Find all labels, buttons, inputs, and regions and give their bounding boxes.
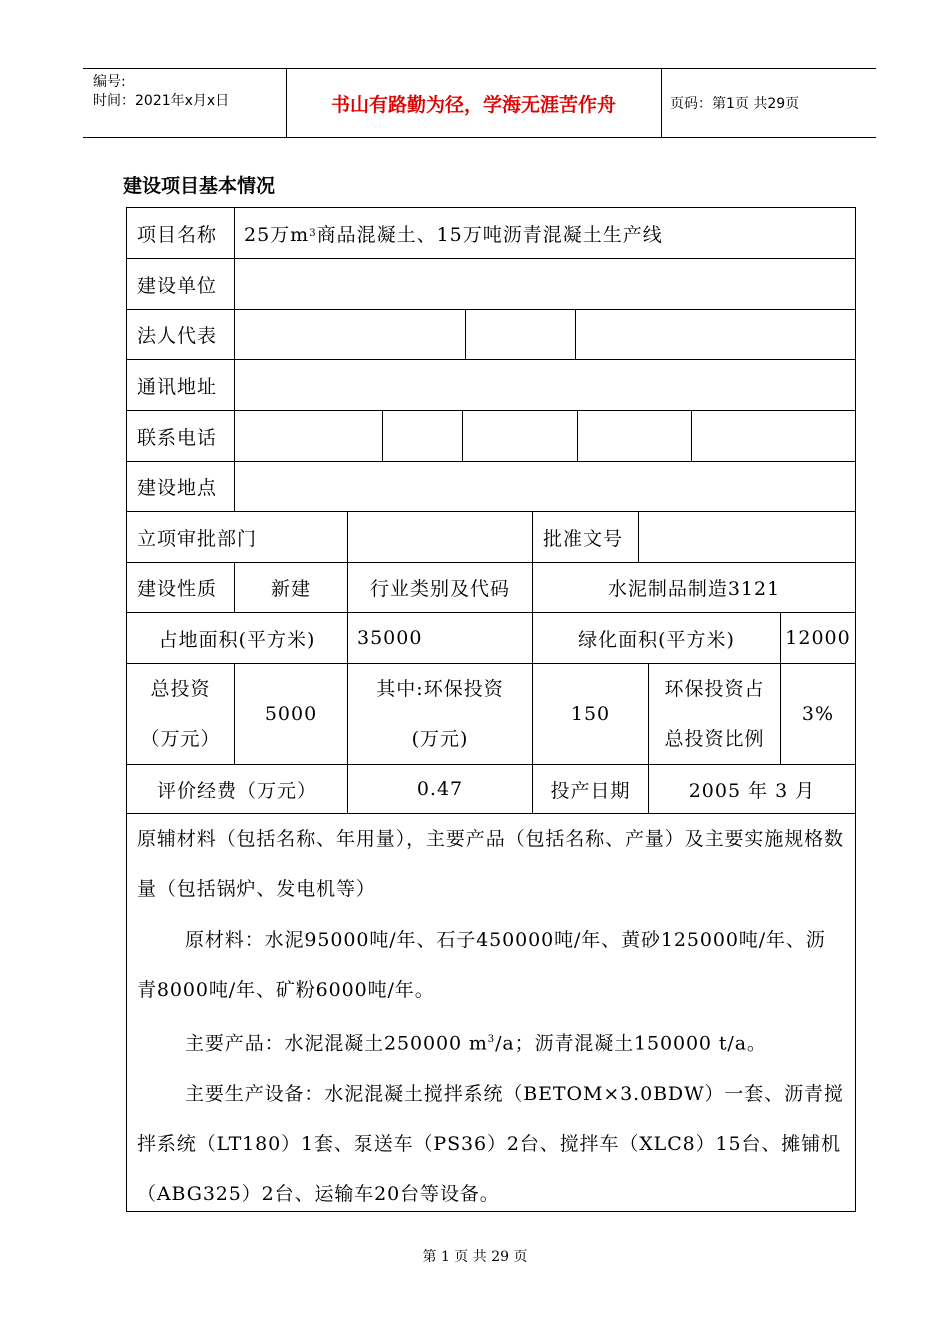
unit-label: 建设单位 (127, 259, 235, 310)
total-invest-label (127, 664, 235, 765)
phone-cell[interactable] (383, 411, 463, 462)
phone-cell[interactable] (463, 411, 578, 462)
env-ratio-label (649, 664, 781, 765)
legal-rep-cell[interactable] (466, 310, 576, 360)
description-heading: 原辅材料（包括名称、年用量），主要产品（包括名称、产量）及主要实施规格数量（包括锅炉、发电机等） (137, 828, 844, 901)
products-sup: 3 (487, 1034, 496, 1046)
products-pre: 主要产品：水泥混凝土250000 m (185, 1032, 488, 1055)
project-name-label: 项目名称 (127, 208, 235, 259)
nature-value: 新建 (235, 563, 348, 613)
env-invest-value: 150 (533, 664, 649, 765)
approval-no-label: 批准文号 (533, 512, 639, 563)
total-invest-label-line2: （万元） (140, 728, 221, 750)
raw-materials-text: 原材料：水泥95000吨/年、石子450000吨/年、黄砂125000吨/年、沥青8000吨/年、矿粉6000吨/年。 (137, 928, 826, 1001)
equipment-text: 主要生产设备：水泥混凝土搅拌系统（BETOM×3.0BDW）一套、沥青搅拌系统（LT180）1套、泵送车（PS36）2台、搅拌车（XLC8）15台、摊铺机（ABG325）2台、运输车20台等设备。 (137, 1082, 844, 1206)
green-area-label: 绿化面积(平方米) (533, 613, 781, 664)
site-value-cell[interactable] (235, 462, 855, 512)
project-name-value (235, 208, 855, 259)
page-footer: 第 1 页 共 29 页 (422, 1249, 528, 1265)
env-invest-label (348, 664, 533, 765)
env-invest-label-line2: (万元) (411, 728, 469, 750)
project-name-sup: 3 (309, 227, 317, 239)
nature-label: 建设性质 (127, 563, 235, 613)
industry-value: 水泥制品制造3121 (533, 563, 855, 613)
header-divider (661, 69, 662, 137)
legal-rep-cell[interactable] (576, 310, 855, 360)
approval-no-cell[interactable] (639, 512, 855, 563)
products-post: /a；沥青混凝土150000 t/a。 (495, 1032, 767, 1055)
phone-label: 联系电话 (127, 411, 235, 462)
section-title: 建设项目基本情况 (123, 175, 276, 197)
total-invest-value: 5000 (235, 664, 348, 765)
site-label: 建设地点 (127, 462, 235, 512)
address-value-cell[interactable] (235, 360, 855, 411)
phone-cell[interactable] (692, 411, 855, 462)
project-name-post: 商品混凝土、15万吨沥青混凝土生产线 (316, 223, 663, 246)
unit-value-cell[interactable] (235, 259, 855, 310)
approval-dept-label: 立项审批部门 (127, 512, 348, 563)
header-time: 时间：2021年x月x日 (93, 93, 230, 109)
address-label: 通讯地址 (127, 360, 235, 411)
header-number: 编号: (93, 74, 126, 90)
materials-description (127, 814, 855, 1220)
approval-dept-cell[interactable] (348, 512, 533, 563)
land-area-label: 占地面积(平方米) (127, 613, 348, 664)
eval-fee-value: 0.47 (348, 765, 533, 814)
header-page-info: 页码：第1页 共29页 (670, 96, 800, 112)
env-ratio-label-line2: 总投资比例 (664, 728, 765, 750)
total-invest-label-line1: 总投资 (150, 678, 211, 700)
header-meta (93, 73, 229, 111)
products-text (137, 1015, 845, 1069)
start-date-value: 2005 年 3 月 (649, 765, 855, 814)
env-invest-label-line1: 其中:环保投资 (376, 678, 504, 700)
start-date-label: 投产日期 (533, 765, 649, 814)
env-ratio-label-line1: 环保投资占 (664, 678, 765, 700)
legal-rep-label: 法人代表 (127, 310, 235, 360)
phone-cell[interactable] (235, 411, 383, 462)
page-header (83, 68, 876, 138)
env-ratio-value: 3% (781, 664, 855, 765)
project-info-form (126, 207, 856, 1212)
project-name-pre: 25万m (244, 223, 310, 246)
land-area-value: 35000 (348, 613, 533, 664)
legal-rep-cell[interactable] (235, 310, 466, 360)
header-motto: 书山有路勤为径，学海无涯苦作舟 (330, 93, 616, 116)
green-area-value: 12000 (781, 613, 855, 664)
industry-label: 行业类别及代码 (348, 563, 533, 613)
eval-fee-label: 评价经费（万元） (127, 765, 348, 814)
phone-cell[interactable] (578, 411, 692, 462)
